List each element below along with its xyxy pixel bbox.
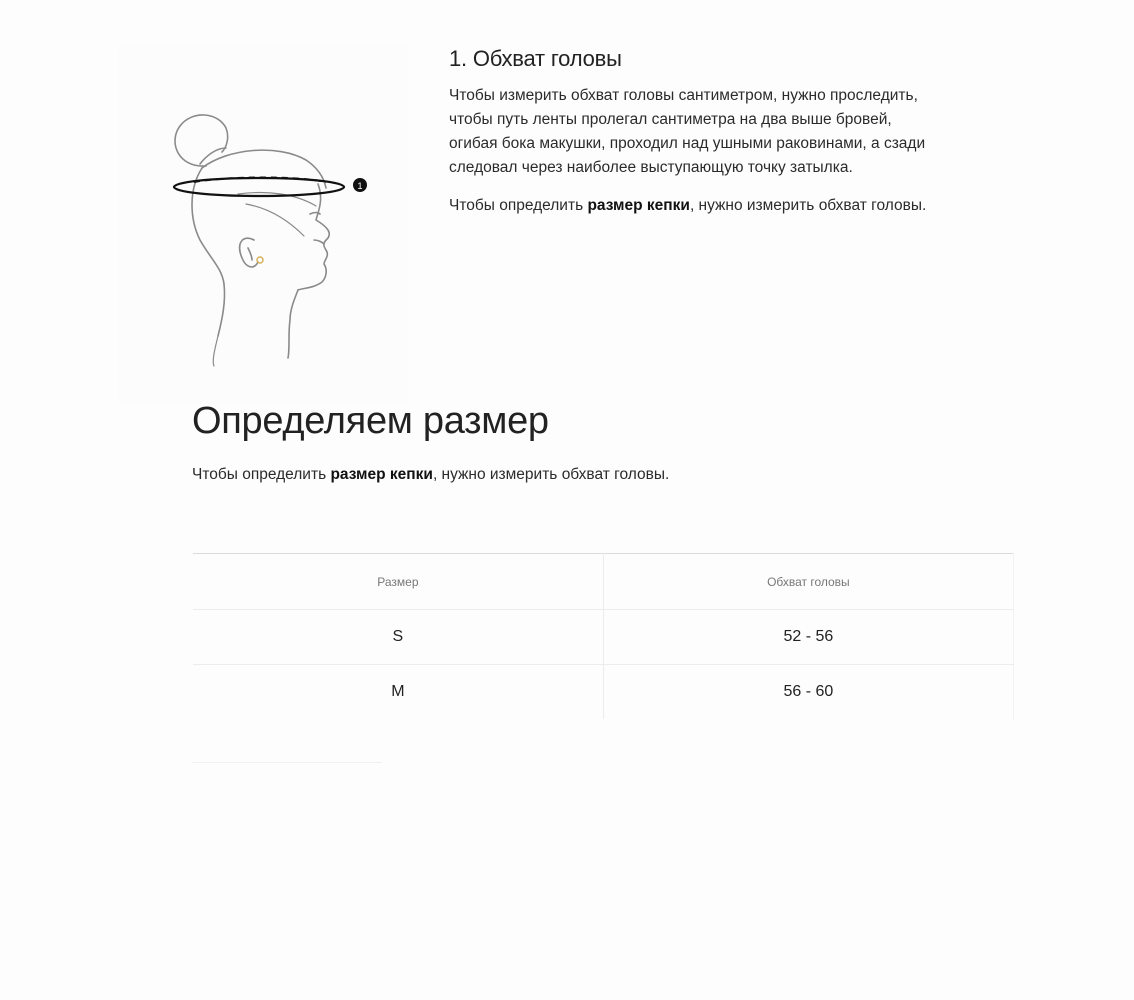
step-size-hint-after: , нужно измерить обхват головы. — [689, 197, 927, 214]
step-description: Чтобы измерить обхват головы сантиметром, нужно проследить, чтобы путь ленты пролегал сантиметра на два выше бровей, огибая бока макушки, проходил над ушными раковинами, а сзади следовал через наиболее выступающую точку затылка. — [449, 87, 926, 176]
cell-circumference: 56 - 60 — [603, 665, 1013, 720]
table-row — [193, 665, 1014, 720]
cell-size: S — [193, 610, 603, 665]
header-head-circumference: Обхват головы — [603, 554, 1013, 610]
marker-number: 1 — [357, 181, 363, 191]
step-size-hint-before: Чтобы определить — [449, 197, 588, 214]
section-text-bold: размер кепки — [330, 466, 433, 483]
header-size: Размер — [193, 554, 603, 610]
step-size-hint — [449, 194, 929, 218]
section-text-after: , нужно измерить обхват головы. — [432, 466, 670, 483]
size-table — [193, 553, 1014, 719]
cell-size: M — [193, 665, 603, 720]
step-title: 1. Обхват головы — [449, 46, 622, 71]
head-illustration-icon — [118, 44, 408, 404]
head-measurement-illustration — [118, 44, 408, 404]
section-description — [192, 466, 669, 484]
cell-circumference: 52 - 56 — [603, 610, 1013, 665]
earring-icon — [257, 257, 263, 263]
section-text-before: Чтобы определить — [192, 466, 331, 483]
table-row — [193, 610, 1014, 665]
step-size-hint-bold: размер кепки — [587, 197, 690, 214]
section-title: Определяем размер — [192, 400, 549, 442]
divider — [192, 762, 382, 763]
measurement-step — [449, 46, 929, 232]
table-header-row — [193, 554, 1014, 610]
